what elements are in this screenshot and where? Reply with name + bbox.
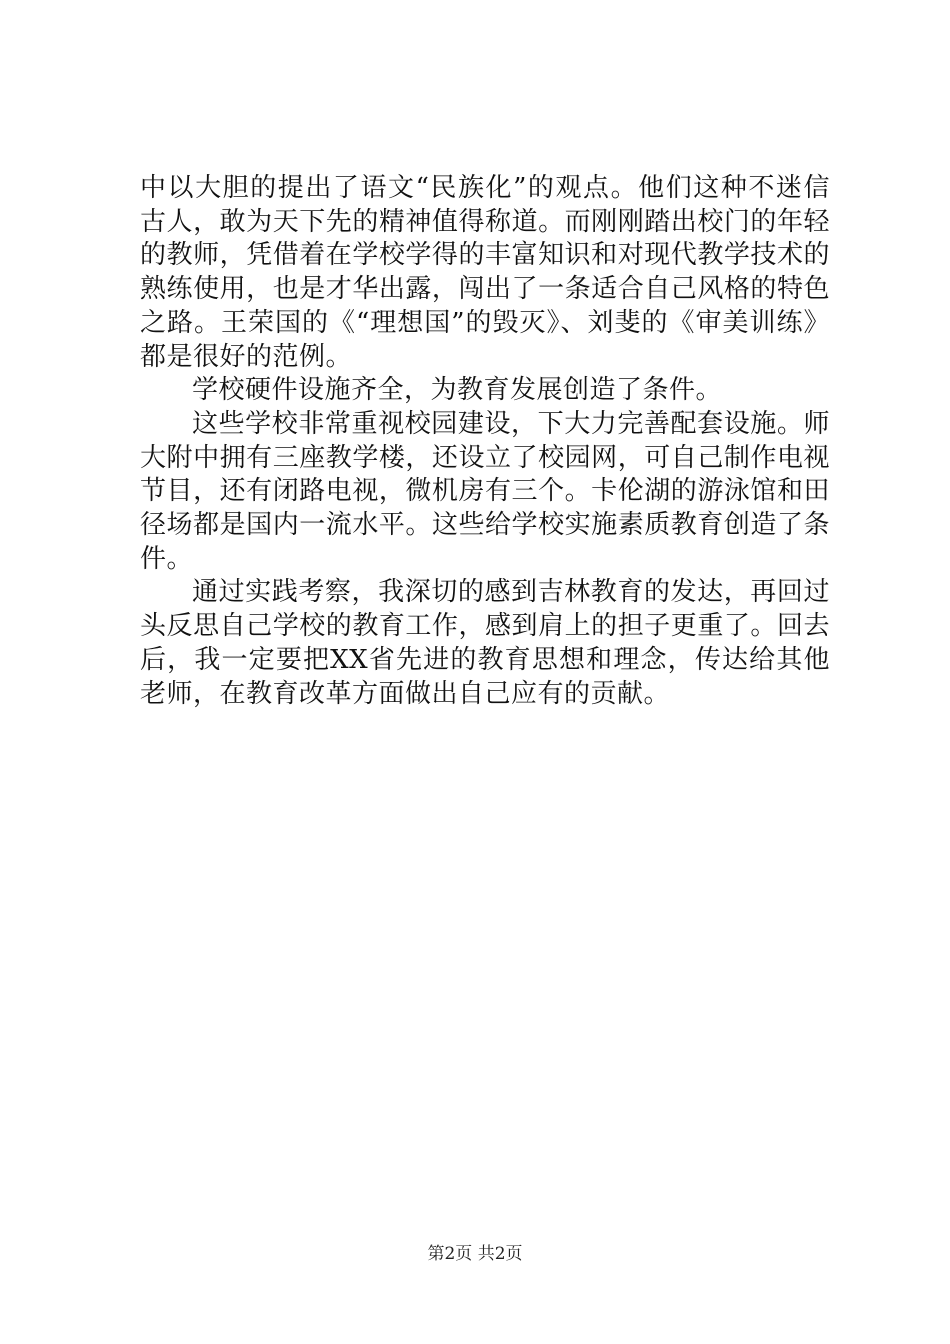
paragraph-campus-construction: 这些学校非常重视校园建设，下大力完善配套设施。师大附中拥有三座教学楼，还设立了校园网，可自己制作电视节目，还有闭路电视，微机房有三个。卡伦湖的游泳馆和田径场都是国内一流水平。这些给学校实施素质教育创造了条件。 bbox=[140, 408, 830, 574]
paragraph-conclusion: 通过实践考察，我深切的感到吉林教育的发达，再回过头反思自己学校的教育工作，感到肩上的担子更重了。回去后，我一定要把XX省先进的教育思想和理念，传达给其他老师，在教育改革方面做出自己应有的贡献。 bbox=[140, 577, 830, 709]
paragraph-continuation: 中以大胆的提出了语文“民族化”的观点。他们这种不迷信古人，敢为天下先的精神值得称道。而刚刚踏出校门的年轻的教师，凭借着在学校学得的丰富知识和对现代教学技术的熟练使用，也是才华出露，闯出了一条适合自己风格的特色之路。王荣国的《“理想国”的毁灭》、刘斐的《审美训练》都是很好的范例。 bbox=[140, 173, 830, 372]
document-body bbox=[140, 172, 830, 711]
page-footer: 第2页 共2页 bbox=[427, 1244, 523, 1264]
paragraph-hardware-facilities: 学校硬件设施齐全，为教育发展创造了条件。 bbox=[192, 375, 723, 406]
